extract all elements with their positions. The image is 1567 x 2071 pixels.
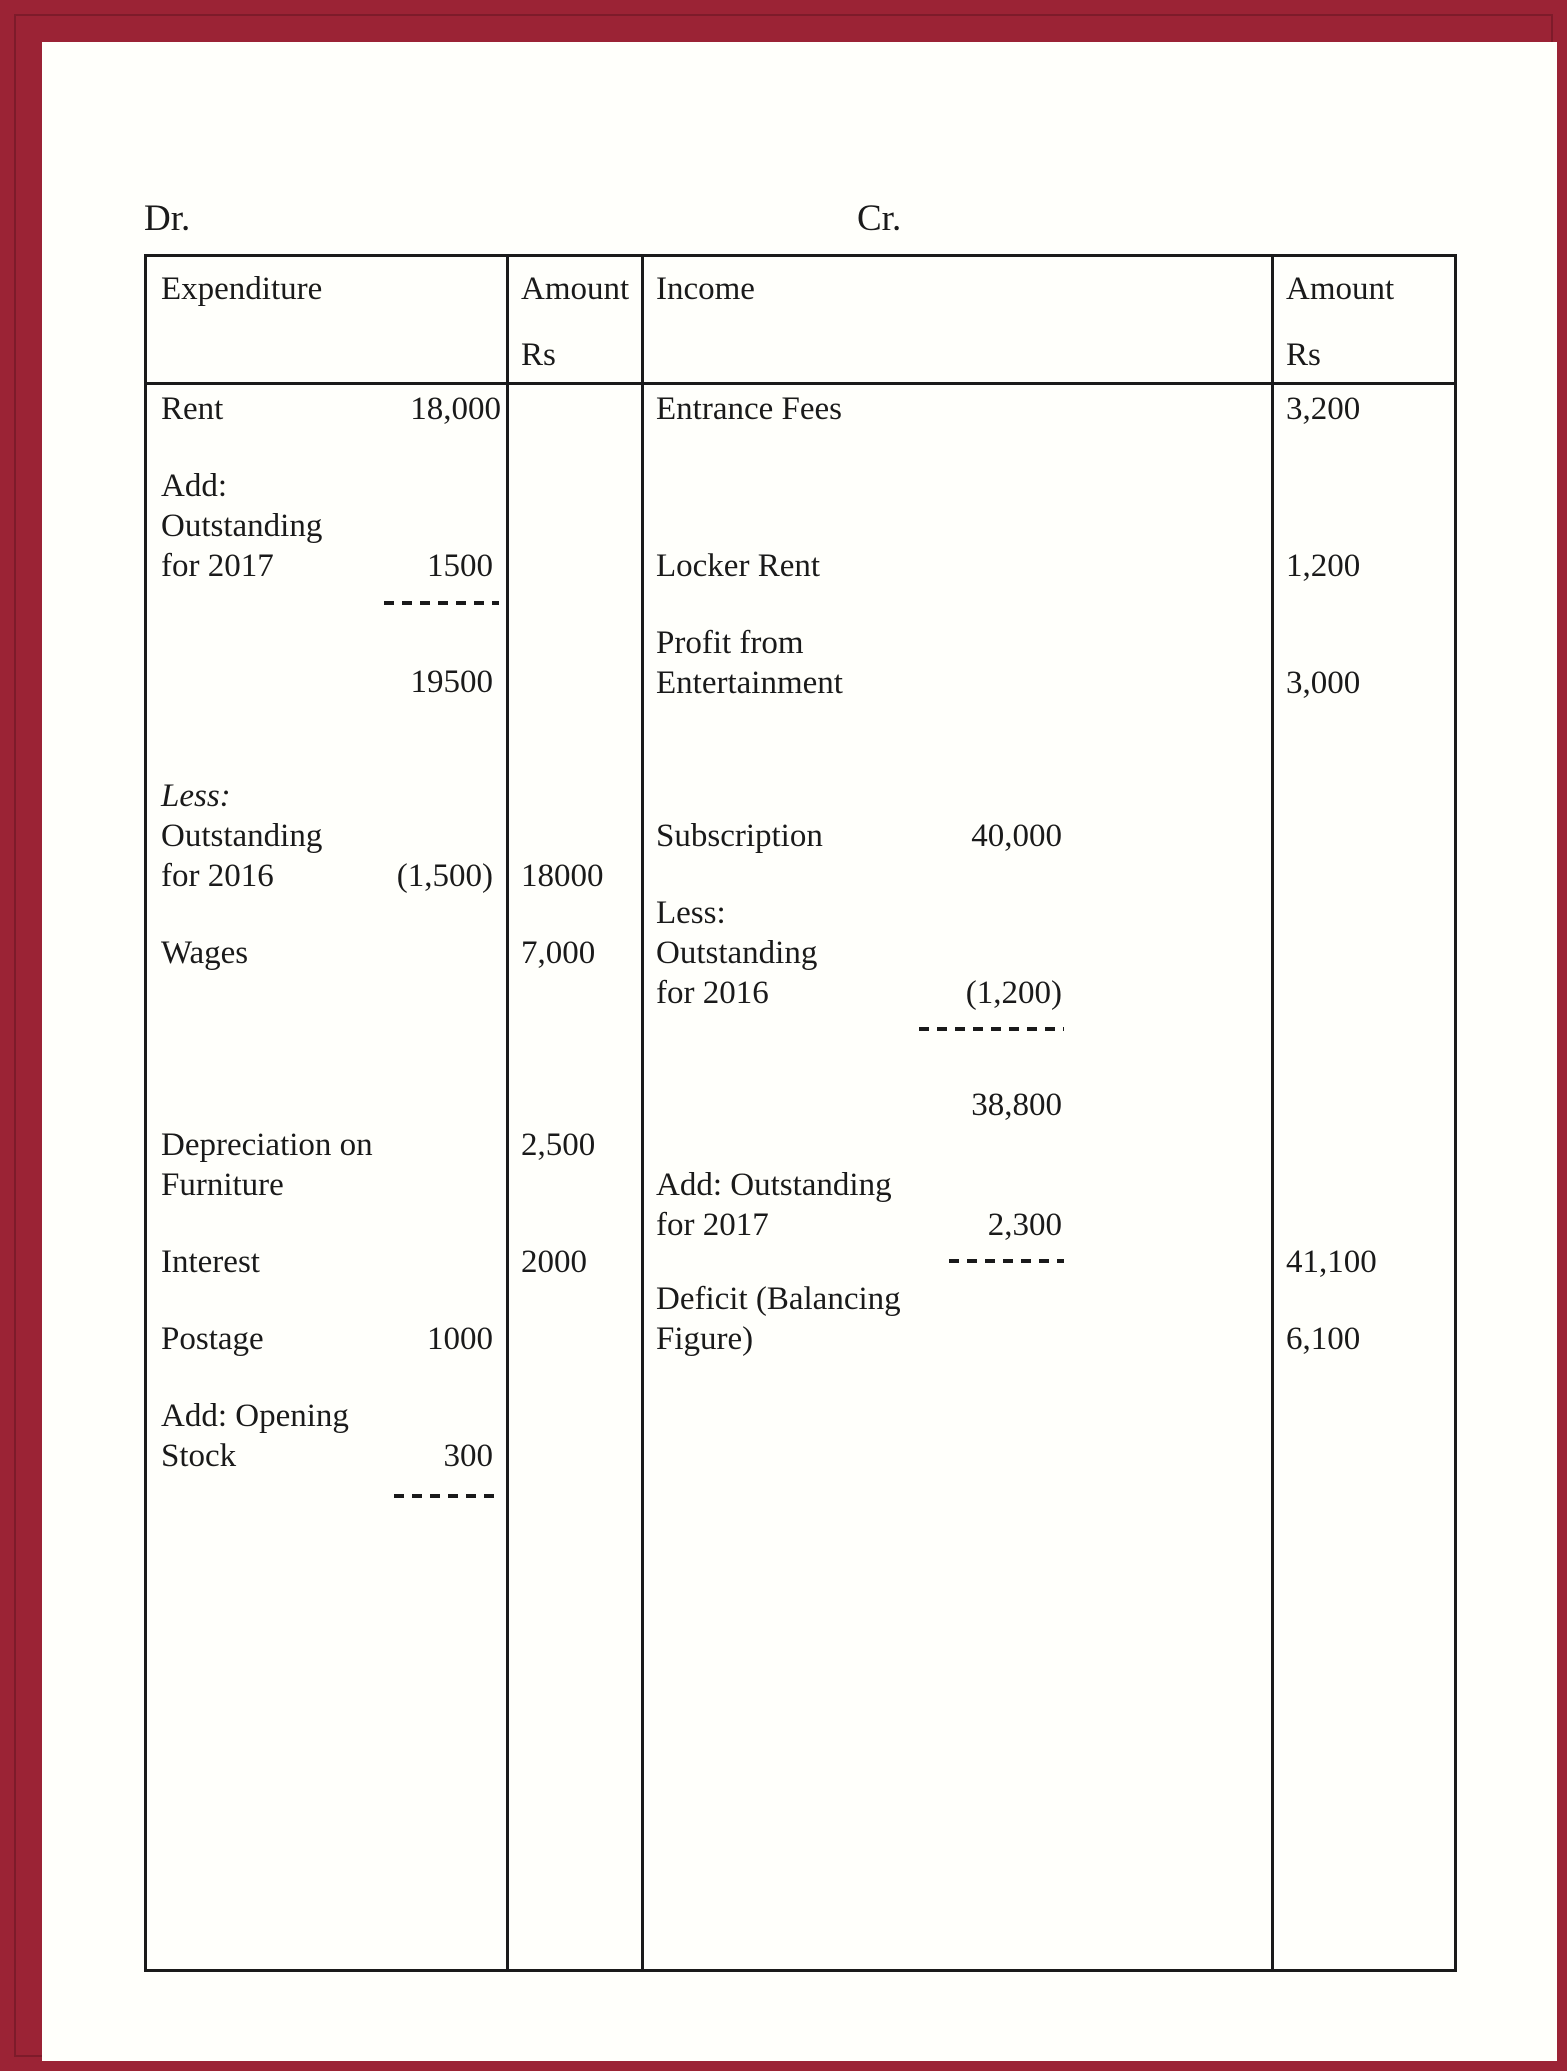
expenditure-row-rent-value: 18,000	[410, 391, 501, 427]
income-row-entrance-fees-value: 3,200	[1286, 391, 1361, 427]
expenditure-rent-add-label: Add:	[161, 468, 227, 504]
income-row-subscription-label: Subscription	[656, 818, 823, 854]
document-sheet	[42, 42, 1557, 2061]
income-row-profit-entertainment-line1: Profit from	[656, 625, 804, 661]
expenditure-row-interest-value: 2000	[521, 1244, 587, 1280]
expenditure-opening-stock-subtotal-rule	[394, 1494, 499, 1498]
expenditure-rent-add-outstanding-value: 1500	[427, 548, 493, 584]
column-header-expenditure: Expenditure	[161, 271, 323, 307]
expenditure-rent-add-outstanding-year: for 2017	[161, 548, 274, 584]
income-row-deficit-label-line2: Figure)	[656, 1321, 754, 1357]
expenditure-rent-less-outstanding-value: (1,500)	[396, 858, 493, 894]
income-subscription-less-rule	[919, 1027, 1064, 1031]
income-row-locker-rent-label: Locker Rent	[656, 548, 821, 584]
expenditure-row-depreciation-label-line2: Furniture	[161, 1167, 284, 1203]
column-header-expenditure-amount: Amount	[521, 271, 630, 307]
income-row-deficit-value: 6,100	[1286, 1321, 1361, 1357]
income-row-profit-entertainment-value: 3,000	[1286, 665, 1361, 701]
expenditure-row-postage-label: Postage	[161, 1321, 264, 1357]
income-subscription-subtotal-value: 38,800	[971, 1087, 1062, 1123]
income-subscription-less-outstanding-label: Outstanding	[656, 935, 818, 971]
header-bottom-rule	[147, 382, 1454, 385]
income-row-entrance-fees-label: Entrance Fees	[656, 391, 842, 427]
income-subscription-add-outstanding-year: for 2017	[656, 1207, 769, 1243]
column-header-income-amount-unit: Rs	[1286, 337, 1321, 373]
income-subscription-add-outstanding-label: Add: Outstanding	[656, 1167, 892, 1203]
expenditure-row-depreciation-value: 2,500	[521, 1127, 596, 1163]
income-and-expenditure-account-table	[144, 254, 1457, 1972]
expenditure-row-depreciation-label-line1: Depreciation on	[161, 1127, 373, 1163]
income-row-profit-entertainment-line2: Entertainment	[656, 665, 843, 701]
income-subscription-total-value: 41,100	[1286, 1244, 1377, 1280]
expenditure-row-interest-label: Interest	[161, 1244, 260, 1280]
income-subscription-add-rule	[949, 1259, 1064, 1263]
expenditure-row-wages-value: 7,000	[521, 935, 596, 971]
column-header-expenditure-amount-unit: Rs	[521, 337, 556, 373]
expenditure-rent-total-value: 18000	[521, 858, 604, 894]
expenditure-rent-subtotal-value: 19500	[410, 664, 493, 700]
column-divider-expenditure-amount	[506, 257, 509, 1969]
column-divider-amount-income	[641, 257, 644, 1969]
column-header-income-amount: Amount	[1286, 271, 1395, 307]
expenditure-opening-stock-label-line2: Stock	[161, 1438, 237, 1474]
ledger-side-marks	[144, 192, 1464, 248]
income-row-subscription-value: 40,000	[971, 818, 1062, 854]
expenditure-rent-less-outstanding-year: for 2016	[161, 858, 274, 894]
column-divider-income-amount	[1271, 257, 1274, 1969]
income-subscription-less-outstanding-year: for 2016	[656, 975, 769, 1011]
column-header-income: Income	[656, 271, 755, 307]
expenditure-rent-less-outstanding-label: Outstanding	[161, 818, 323, 854]
credit-side-mark: Cr.	[857, 198, 902, 239]
income-subscription-less-label: Less:	[656, 895, 726, 931]
income-row-deficit-label-line1: Deficit (Balancing	[656, 1281, 901, 1317]
expenditure-row-rent-label: Rent	[161, 391, 224, 427]
expenditure-rent-add-outstanding-label: Outstanding	[161, 508, 323, 544]
expenditure-opening-stock-value: 300	[443, 1438, 493, 1474]
expenditure-opening-stock-label-line1: Add: Opening	[161, 1398, 349, 1434]
income-subscription-add-outstanding-value: 2,300	[987, 1207, 1062, 1243]
expenditure-rent-add-subtotal-rule	[384, 601, 499, 605]
expenditure-row-wages-label: Wages	[161, 935, 249, 971]
expenditure-rent-less-label: Less:	[161, 778, 231, 814]
expenditure-row-postage-value: 1000	[427, 1321, 493, 1357]
income-subscription-less-outstanding-value: (1,200)	[965, 975, 1062, 1011]
income-row-locker-rent-value: 1,200	[1286, 548, 1361, 584]
decorative-page-border	[14, 14, 1553, 2057]
debit-side-mark: Dr.	[144, 198, 191, 239]
